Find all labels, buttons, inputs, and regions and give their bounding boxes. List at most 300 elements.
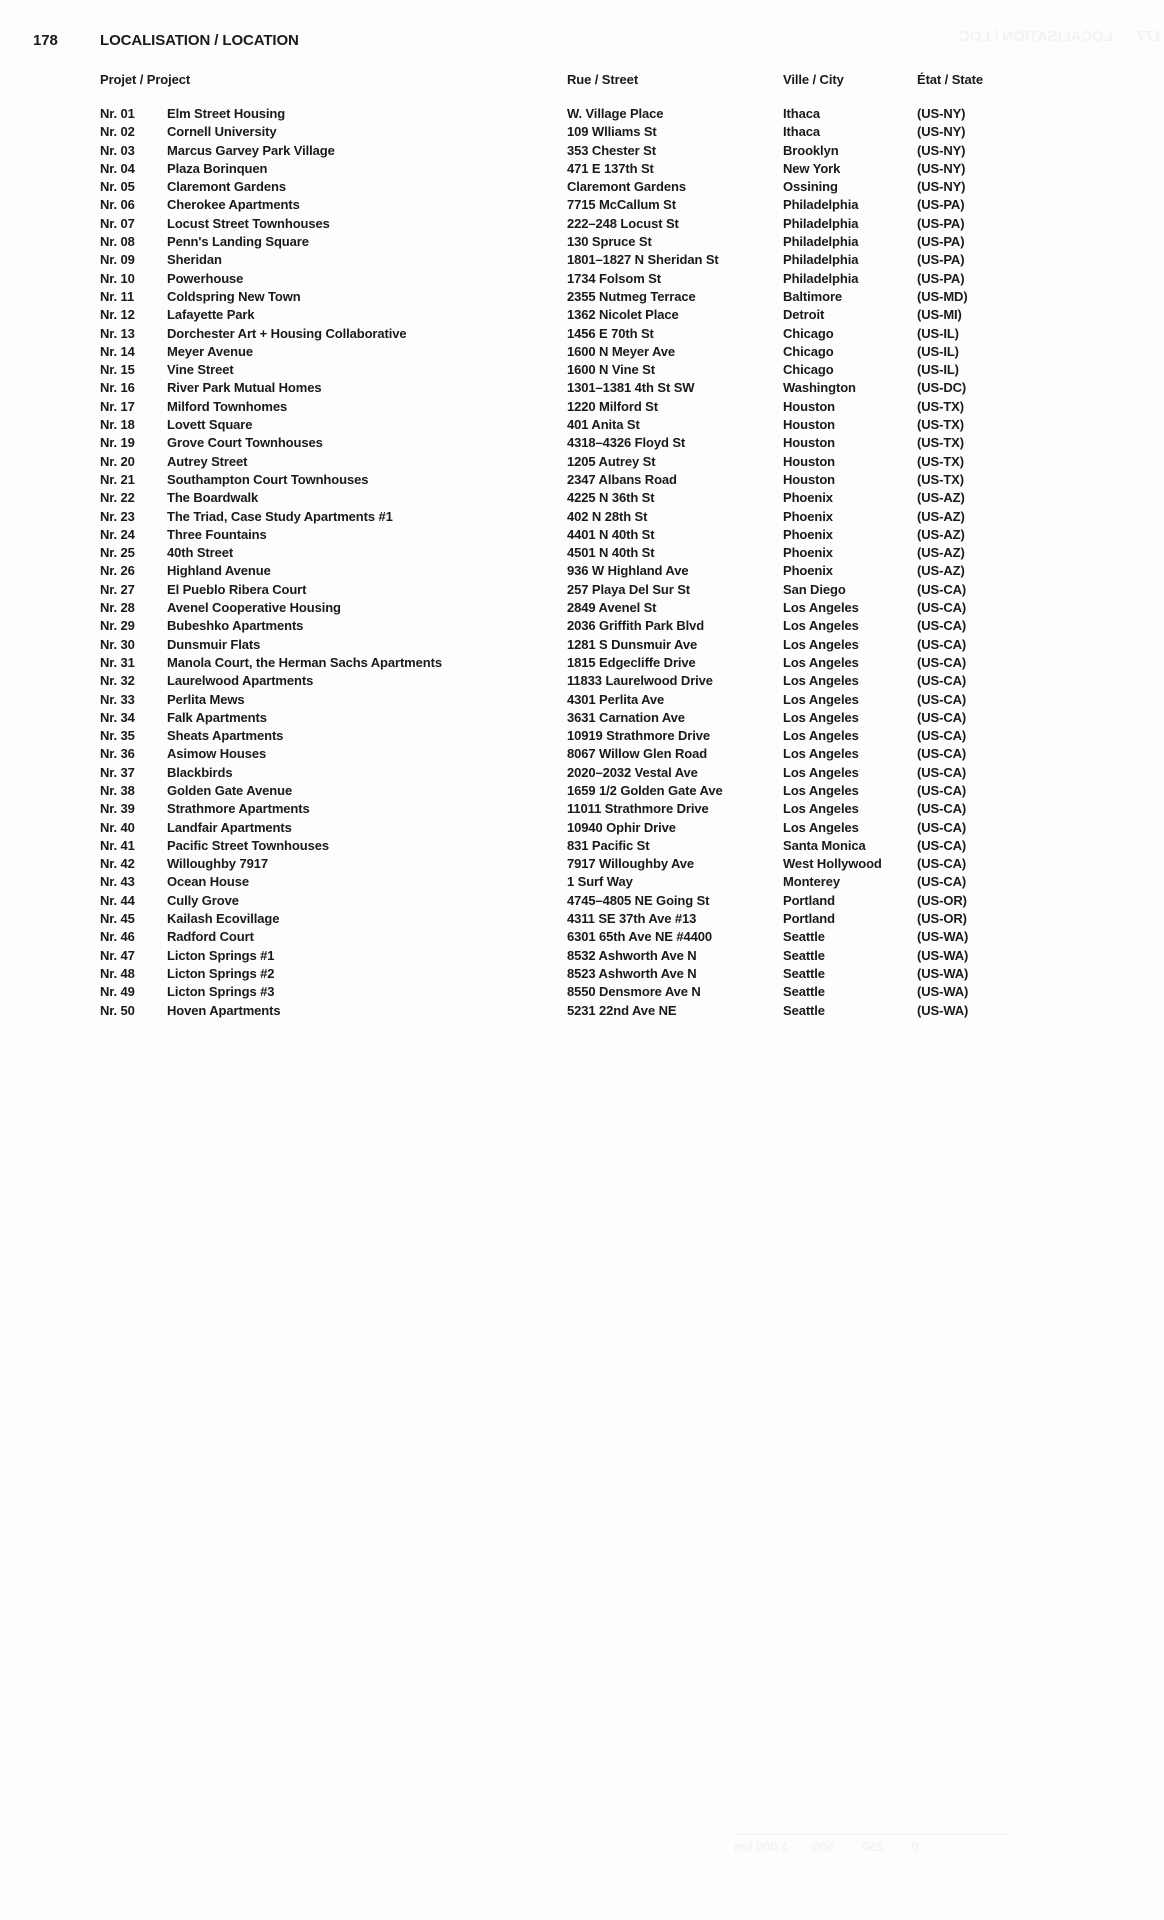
row-city: Portland [783,892,835,908]
row-number: Nr. 30 [100,636,135,652]
table-row [0,489,1164,507]
row-city: Houston [783,398,836,414]
row-state: (US-PA) [917,215,965,231]
row-state: (US-IL) [917,325,959,341]
row-number: Nr. 43 [100,874,135,890]
table-column-headers [0,71,1164,89]
row-state: (US-AZ) [917,490,965,506]
table-row [0,142,1164,160]
ghost-showthrough-header: 177 LOCALISATION / LOC [959,28,1162,45]
row-city: Los Angeles [783,654,859,670]
row-number: Nr. 13 [100,325,135,341]
row-project-name: River Park Mutual Homes [167,380,322,396]
row-project-name: Ocean House [167,874,249,890]
table-row [0,196,1164,214]
row-city: Monterey [783,874,840,890]
row-number: Nr. 37 [100,764,135,780]
row-city: Phoenix [783,563,833,579]
row-street: 4401 N 40th St [567,526,655,542]
row-project-name: Licton Springs #3 [167,984,275,1000]
row-street: 11011 Strathmore Drive [567,801,709,817]
row-city: Los Angeles [783,728,859,744]
row-state: (US-IL) [917,343,959,359]
row-number: Nr. 34 [100,709,135,725]
table-row [0,361,1164,379]
row-number: Nr. 48 [100,965,135,981]
row-number: Nr. 02 [100,124,135,140]
row-state: (US-CA) [917,874,967,890]
row-street: 4501 N 40th St [567,545,655,561]
row-state: (US-CA) [917,801,967,817]
table-row [0,709,1164,727]
row-street: 1600 N Meyer Ave [567,343,676,359]
row-street: 7715 McCallum St [567,197,676,213]
row-project-name: Coldspring New Town [167,288,301,304]
table-row [0,1002,1164,1020]
row-project-name: Radford Court [167,929,254,945]
row-project-name: Pacific Street Townhouses [167,837,329,853]
row-street: 1362 Nicolet Place [567,307,679,323]
row-project-name: Meyer Avenue [167,343,253,359]
column-header-street: Rue / Street [567,72,639,87]
row-city: Chicago [783,362,834,378]
row-city: Phoenix [783,545,833,561]
table-row [0,526,1164,544]
row-street: W. Village Place [567,106,664,121]
row-number: Nr. 50 [100,1002,135,1018]
row-street: 1734 Folsom St [567,270,661,286]
table-row [0,160,1164,178]
table-row [0,764,1164,782]
row-project-name: Locust Street Townhouses [167,215,330,231]
row-city: Philadelphia [783,270,859,286]
table-row [0,398,1164,416]
row-state: (US-CA) [917,746,967,762]
table-row [0,745,1164,763]
row-state: (US-WA) [917,947,969,963]
row-number: Nr. 08 [100,234,135,250]
row-number: Nr. 20 [100,453,135,469]
row-city: Houston [783,453,836,469]
row-project-name: Southampton Court Townhouses [167,471,369,487]
row-city: Ithaca [783,124,820,140]
row-city: San Diego [783,581,846,597]
row-state: (US-WA) [917,929,969,945]
row-street: 2036 Griffith Park Blvd [567,618,705,634]
table-row [0,672,1164,690]
row-street: 109 Wlliams St [567,124,657,140]
row-number: Nr. 25 [100,545,135,561]
row-number: Nr. 17 [100,398,135,414]
row-number: Nr. 01 [100,106,135,121]
row-city: Chicago [783,343,834,359]
table-row [0,178,1164,196]
row-project-name: Willoughby 7917 [167,856,268,872]
row-street: 257 Playa Del Sur St [567,581,691,597]
row-number: Nr. 06 [100,197,135,213]
row-project-name: The Boardwalk [167,490,259,506]
row-street: 471 E 137th St [567,160,654,176]
row-project-name: Bubeshko Apartments [167,618,304,634]
row-number: Nr. 11 [100,288,135,304]
row-project-name: Perlita Mews [167,691,245,707]
row-state: (US-CA) [917,600,967,616]
row-number: Nr. 18 [100,417,135,433]
row-number: Nr. 36 [100,746,135,762]
row-street: 4225 N 36th St [567,490,655,506]
row-state: (US-IL) [917,362,959,378]
row-project-name: Grove Court Townhouses [167,435,323,451]
row-street: 1281 S Dunsmuir Ave [567,636,698,652]
row-state: (US-AZ) [917,545,965,561]
row-city: Baltimore [783,288,843,304]
row-project-name: Blackbirds [167,764,233,780]
row-street: 1600 N Vine St [567,362,655,378]
row-city: Los Angeles [783,691,859,707]
table-row [0,508,1164,526]
ghost-scalebar-line [734,1833,1010,1835]
row-state: (US-NY) [917,142,966,158]
row-street: 1456 E 70th St [567,325,654,341]
row-city: Los Angeles [783,819,859,835]
row-project-name: Vine Street [167,362,234,378]
row-city: Los Angeles [783,636,859,652]
row-number: Nr. 32 [100,673,135,689]
row-city: Phoenix [783,508,833,524]
row-number: Nr. 47 [100,947,135,963]
row-project-name: Strathmore Apartments [167,801,310,817]
row-street: 3631 Carnation Ave [567,709,685,725]
row-city: Philadelphia [783,197,859,213]
row-state: (US-AZ) [917,508,965,524]
table-row [0,581,1164,599]
row-project-name: Hoven Apartments [167,1002,281,1018]
table-row [0,837,1164,855]
row-state: (US-CA) [917,837,967,853]
row-city: Philadelphia [783,215,859,231]
row-project-name: Lovett Square [167,417,253,433]
row-street: 222–248 Locust St [567,215,679,231]
row-project-name: Licton Springs #2 [167,965,275,981]
row-city: Chicago [783,325,834,341]
table-row [0,654,1164,672]
table-row [0,251,1164,269]
row-number: Nr. 39 [100,801,135,817]
row-state: (US-CA) [917,654,967,670]
row-state: (US-TX) [917,453,964,469]
table-row [0,800,1164,818]
table-row [0,105,1164,123]
column-header-state: État / State [917,72,983,87]
row-project-name: Claremont Gardens [167,179,286,195]
row-street: 1815 Edgecliffe Drive [567,654,696,670]
table-row [0,306,1164,324]
row-street: 5231 22nd Ave NE [567,1002,677,1018]
row-city: Ossining [783,179,838,195]
row-street: 2355 Nutmeg Terrace [567,288,696,304]
row-state: (US-PA) [917,252,965,268]
row-street: 2849 Avenel St [567,600,657,616]
row-number: Nr. 14 [100,343,135,359]
row-number: Nr. 49 [100,984,135,1000]
table-row [0,416,1164,434]
row-project-name: Marcus Garvey Park Village [167,142,335,158]
row-project-name: Plaza Borinquen [167,160,268,176]
row-number: Nr. 10 [100,270,135,286]
row-state: (US-DC) [917,380,967,396]
row-city: Los Angeles [783,673,859,689]
row-street: 401 Anita St [567,417,640,433]
table-row [0,562,1164,580]
row-street: 2347 Albans Road [567,471,677,487]
row-number: Nr. 33 [100,691,135,707]
row-state: (US-PA) [917,234,965,250]
row-project-name: Penn's Landing Square [167,234,309,250]
row-state: (US-WA) [917,965,969,981]
row-project-name: Cornell University [167,124,277,140]
row-state: (US-CA) [917,636,967,652]
row-city: Brooklyn [783,142,839,158]
row-street: Claremont Gardens [567,179,686,195]
row-project-name: Kailash Ecovillage [167,911,280,927]
row-project-name: Sheats Apartments [167,728,284,744]
table-row [0,434,1164,452]
row-project-name: Sheridan [167,252,222,268]
row-state: (US-CA) [917,819,967,835]
row-city: Los Angeles [783,801,859,817]
row-street: 7917 Willoughby Ave [567,856,695,872]
row-street: 831 Pacific St [567,837,650,853]
table-row [0,343,1164,361]
row-project-name: Dunsmuir Flats [167,636,261,652]
row-project-name: Manola Court, the Herman Sachs Apartments [167,654,442,670]
table-row [0,892,1164,910]
row-number: Nr. 40 [100,819,135,835]
row-city: Portland [783,911,835,927]
table-row [0,270,1164,288]
row-street: 1801–1827 N Sheridan St [567,252,719,268]
row-number: Nr. 21 [100,471,135,487]
row-street: 402 N 28th St [567,508,648,524]
row-city: Detroit [783,307,825,323]
row-state: (US-CA) [917,673,967,689]
row-number: Nr. 27 [100,581,135,597]
row-number: Nr. 07 [100,215,135,231]
row-number: Nr. 42 [100,856,135,872]
row-city: Philadelphia [783,234,859,250]
row-city: Washington [783,380,856,396]
page-title: LOCALISATION / LOCATION [100,32,299,49]
row-street: 8532 Ashworth Ave N [567,947,697,963]
table-row [0,873,1164,891]
row-city: Los Angeles [783,764,859,780]
row-project-name: El Pueblo Ribera Court [167,581,307,597]
row-street: 1 Surf Way [567,874,633,890]
row-number: Nr. 45 [100,911,135,927]
row-city: Seattle [783,984,825,1000]
row-project-name: Highland Avenue [167,563,271,579]
row-project-name: Asimow Houses [167,746,267,762]
row-city: Los Angeles [783,600,859,616]
row-number: Nr. 31 [100,654,135,670]
row-project-name: The Triad, Case Study Apartments #1 [167,508,393,524]
table-row [0,379,1164,397]
row-city: Seattle [783,1002,825,1018]
row-number: Nr. 04 [100,160,135,176]
location-table [0,105,1164,1020]
row-project-name: Avenel Cooperative Housing [167,600,341,616]
row-project-name: Dorchester Art + Housing Collaborative [167,325,407,341]
ghost-scalebar-labels: 0 250 500 1 000 km [734,1839,919,1854]
table-row [0,233,1164,251]
row-number: Nr. 05 [100,179,135,195]
row-project-name: 40th Street [167,545,234,561]
row-number: Nr. 23 [100,508,135,524]
row-number: Nr. 44 [100,892,135,908]
row-street: 353 Chester St [567,142,656,158]
table-row [0,453,1164,471]
row-project-name: Landfair Apartments [167,819,292,835]
row-number: Nr. 03 [100,142,135,158]
row-project-name: Falk Apartments [167,709,267,725]
table-row [0,691,1164,709]
row-street: 8523 Ashworth Ave N [567,965,697,981]
table-row [0,855,1164,873]
row-city: Los Angeles [783,709,859,725]
row-city: Los Angeles [783,782,859,798]
table-row [0,727,1164,745]
row-number: Nr. 26 [100,563,135,579]
row-number: Nr. 24 [100,526,135,542]
row-street: 1220 Milford St [567,398,658,414]
row-street: 4745–4805 NE Going St [567,892,710,908]
row-street: 8067 Willow Glen Road [567,746,708,762]
row-state: (US-OR) [917,911,967,927]
row-street: 11833 Laurelwood Drive [567,673,713,689]
row-state: (US-AZ) [917,526,965,542]
table-row [0,471,1164,489]
row-state: (US-WA) [917,1002,969,1018]
row-number: Nr. 35 [100,728,135,744]
row-number: Nr. 19 [100,435,135,451]
row-city: Phoenix [783,490,833,506]
row-city: Ithaca [783,106,820,121]
table-row [0,123,1164,141]
row-state: (US-WA) [917,984,969,1000]
row-state: (US-CA) [917,691,967,707]
row-street: 1205 Autrey St [567,453,656,469]
row-number: Nr. 16 [100,380,135,396]
row-project-name: Powerhouse [167,270,244,286]
row-street: 2020–2032 Vestal Ave [567,764,698,780]
table-row [0,288,1164,306]
row-project-name: Milford Townhomes [167,398,288,414]
row-city: Houston [783,435,836,451]
table-row [0,544,1164,562]
row-state: (US-MD) [917,288,968,304]
row-project-name: Laurelwood Apartments [167,673,314,689]
column-header-city: Ville / City [783,72,844,87]
row-state: (US-MI) [917,307,962,323]
table-row [0,928,1164,946]
row-state: (US-NY) [917,124,966,140]
table-row [0,782,1164,800]
row-state: (US-CA) [917,709,967,725]
row-number: Nr. 12 [100,307,135,323]
row-street: 1659 1/2 Golden Gate Ave [567,782,723,798]
table-row [0,819,1164,837]
row-city: Seattle [783,947,825,963]
row-street: 10919 Strathmore Drive [567,728,711,744]
row-street: 1301–1381 4th St SW [567,380,695,396]
row-project-name: Cherokee Apartments [167,197,300,213]
row-number: Nr. 22 [100,490,135,506]
table-row [0,965,1164,983]
table-row [0,617,1164,635]
row-project-name: Autrey Street [167,453,248,469]
row-project-name: Three Fountains [167,526,267,542]
row-number: Nr. 46 [100,929,135,945]
row-state: (US-CA) [917,764,967,780]
table-row [0,599,1164,617]
row-street: 6301 65th Ave NE #4400 [567,929,712,945]
row-street: 10940 Ophir Drive [567,819,676,835]
row-number: Nr. 29 [100,618,135,634]
row-city: Phoenix [783,526,833,542]
row-project-name: Cully Grove [167,892,239,908]
row-state: (US-TX) [917,471,964,487]
row-project-name: Licton Springs #1 [167,947,275,963]
row-state: (US-NY) [917,160,966,176]
row-city: Houston [783,471,836,487]
row-city: Los Angeles [783,618,859,634]
row-street: 8550 Densmore Ave N [567,984,701,1000]
table-row [0,910,1164,928]
row-city: West Hollywood [783,856,882,872]
row-street: 936 W Highland Ave [567,563,689,579]
row-number: Nr. 15 [100,362,135,378]
row-street: 130 Spruce St [567,234,652,250]
row-state: (US-NY) [917,179,966,195]
row-state: (US-CA) [917,728,967,744]
row-state: (US-PA) [917,270,965,286]
row-state: (US-TX) [917,435,964,451]
page-number: 178 [33,32,58,49]
row-state: (US-CA) [917,581,967,597]
row-state: (US-AZ) [917,563,965,579]
row-state: (US-PA) [917,197,965,213]
row-state: (US-TX) [917,398,964,414]
row-number: Nr. 28 [100,600,135,616]
row-city: Santa Monica [783,837,866,853]
row-city: Seattle [783,929,825,945]
row-state: (US-NY) [917,106,966,121]
row-city: Philadelphia [783,252,859,268]
table-row [0,215,1164,233]
table-row [0,983,1164,1001]
row-number: Nr. 41 [100,837,135,853]
row-state: (US-OR) [917,892,967,908]
row-street: 4301 Perlita Ave [567,691,665,707]
row-number: Nr. 38 [100,782,135,798]
row-city: Houston [783,417,836,433]
row-street: 4311 SE 37th Ave #13 [567,911,697,927]
row-street: 4318–4326 Floyd St [567,435,686,451]
row-state: (US-CA) [917,618,967,634]
row-city: New York [783,160,841,176]
column-header-project: Projet / Project [100,72,191,87]
row-project-name: Golden Gate Avenue [167,782,293,798]
